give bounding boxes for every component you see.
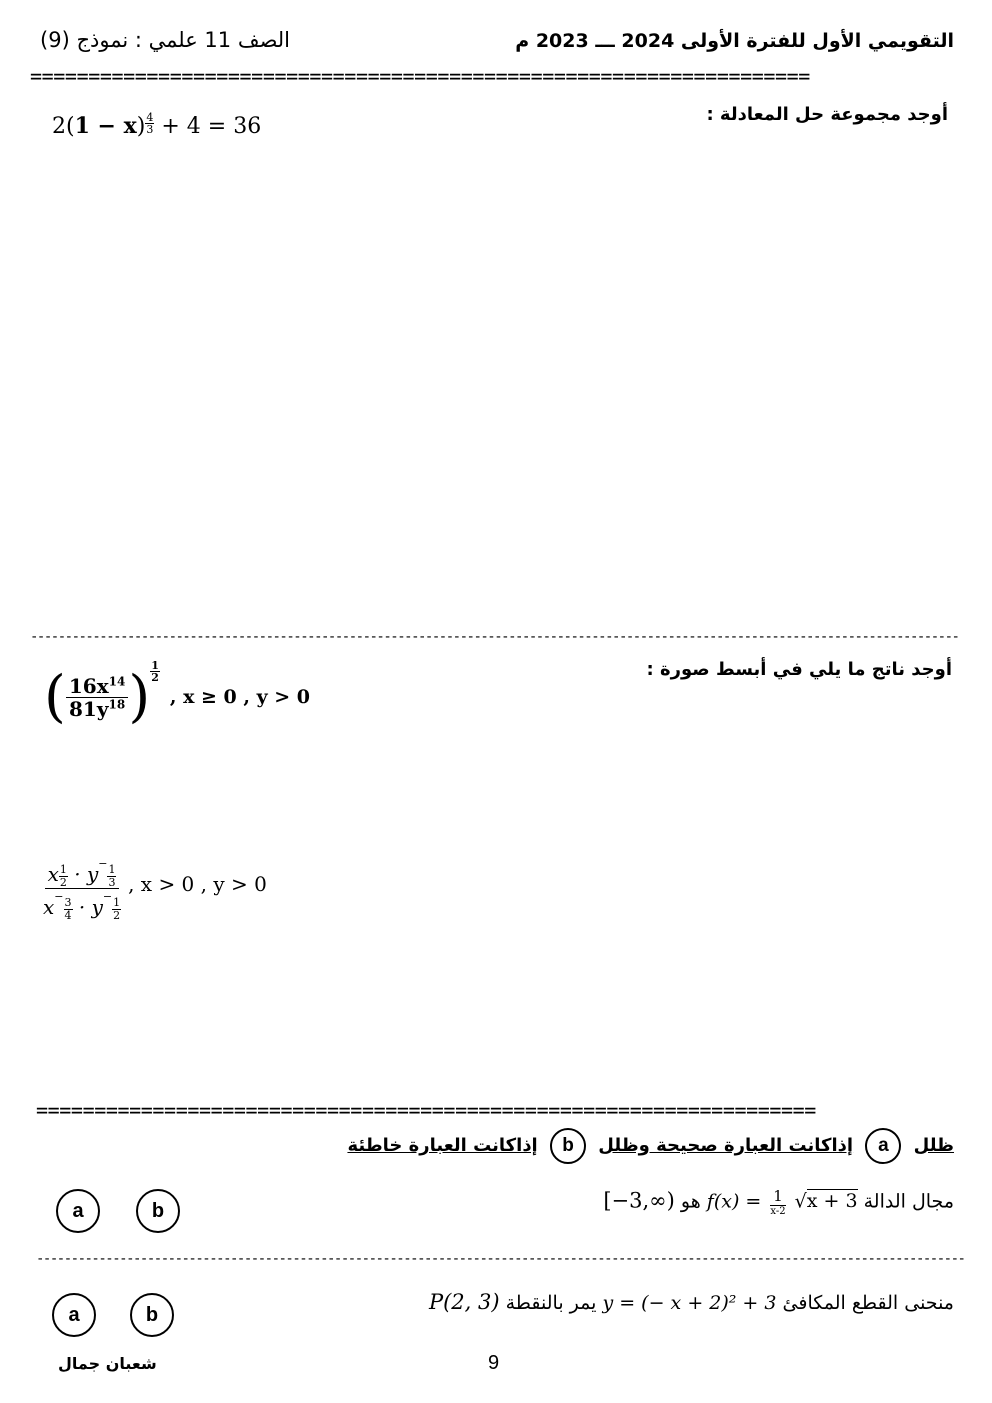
statement-1-lhs: f(x) = [706,1190,762,1213]
expr1-outer-num: 1 [151,659,159,672]
exam-title: التقويمي الأول للفترة الأولى 2024 ـــ 2023 م [515,30,954,52]
section-divider-1: -------------------------------------------------------------------------------------------------------------------------------------- [30,630,959,644]
statement-1-options [56,1189,180,1233]
expr2-den-x-exp-num: 3 [64,896,72,910]
question-2-expression-1 [44,659,311,730]
eq-tail: + 4 = 36 [154,114,262,139]
expr2-num-y-exp-sign: − [98,857,108,870]
expr1-outer-exponent [150,660,160,683]
author-name: شعبان جمال [58,1354,157,1373]
eq-exp-num: 4 [146,111,154,124]
question-2-title: أوجد ناتج ما يلي في أبسط صورة : [646,659,952,680]
eq-base: 1 − x [74,113,137,139]
statement-2-option-b[interactable]: b [130,1293,174,1337]
instruction-false: إذاكانت العبارة خاطئة [347,1135,538,1156]
expr2-den-x-exp-sign: − [54,890,64,904]
expr2-num-y-exp-den: 3 [108,876,116,890]
statement-1-frac-num: 1 [770,1188,786,1206]
statement-1 [603,1188,954,1217]
left-paren: ( [44,664,66,730]
statement-2-text: منحنى القطع المكافئ [782,1292,954,1314]
expr2-num-x: x [47,862,59,886]
expr2-den-x-exp-den: 4 [64,909,72,923]
expr2-num-x-exp-den: 2 [59,876,67,890]
instruction-option-b: b [550,1128,586,1164]
statement-2-point: P(2, 3) [428,1290,500,1314]
expr2-num-x-exp-num: 1 [59,863,67,876]
question-2-expression-2 [40,850,267,921]
expr2-fraction [40,850,124,921]
question-1-equation [52,112,261,139]
instruction-shade: ظلل [913,1135,954,1156]
section-divider-3: -------------------------------------------------------------------------------------------------------------------------------------- [36,1252,965,1266]
statement-1-is: هو [680,1190,701,1213]
expr1-num: 16x [68,674,109,698]
expr2-den-y-exp-sign: − [102,890,113,904]
header-divider: =================================================================== [30,66,810,86]
statement-2 [429,1290,954,1314]
expr2-den-x: x [43,895,55,920]
expr1-conditions: , x ≥ 0 , y > 0 [169,686,311,708]
expr2-den-y-exp-den: 2 [113,909,121,923]
statement-1-option-a[interactable]: a [56,1189,100,1233]
expr1-fraction [66,675,128,720]
statement-1-interval: [−3,∞) [603,1188,675,1213]
statement-2-formula: y = (− x + 2)² + 3 [602,1292,777,1314]
expr1-den-exp: 18 [108,697,126,712]
expr2-num-y: · y [74,862,99,886]
statement-1-text: مجال الدالة [863,1190,954,1213]
statement-1-frac-den: x-2 [770,1205,786,1217]
statement-2-passes: يمر بالنقطة [505,1292,597,1314]
expr1-num-exp: 14 [108,674,126,689]
expr2-conditions: , x > 0 , y > 0 [128,872,267,897]
expr2-num-y-exp-num: 1 [108,863,116,876]
statement-2-options [52,1293,174,1337]
sqrt-icon: √ [794,1190,807,1213]
eq-lead: 2( [52,114,75,139]
statement-1-formula [707,1188,858,1217]
expr1-den: 81y [69,697,109,721]
question-1-title: أوجد مجموعة حل المعادلة : [706,104,948,125]
eq-close: ) [136,114,146,139]
class-info: الصف 11 علمي : نموذج (9) [40,28,291,52]
statement-2-option-a[interactable]: a [52,1293,96,1337]
instruction-true: إذاكانت العبارة صحيحة وظلل [598,1135,854,1156]
section-divider-2: =================================================================== [36,1100,816,1120]
instruction-option-a: a [865,1128,901,1164]
expr1-outer-den: 2 [151,671,159,684]
question-3-instruction [347,1128,954,1164]
statement-1-radicand: x + 3 [806,1190,858,1213]
expr2-den-y: · y [78,895,103,920]
page-number: 9 [488,1352,500,1374]
eq-exp-den: 3 [146,123,154,136]
expr2-den-y-exp-num: 1 [113,896,121,910]
right-paren: ) [128,664,151,730]
statement-1-option-b[interactable]: b [136,1189,180,1233]
